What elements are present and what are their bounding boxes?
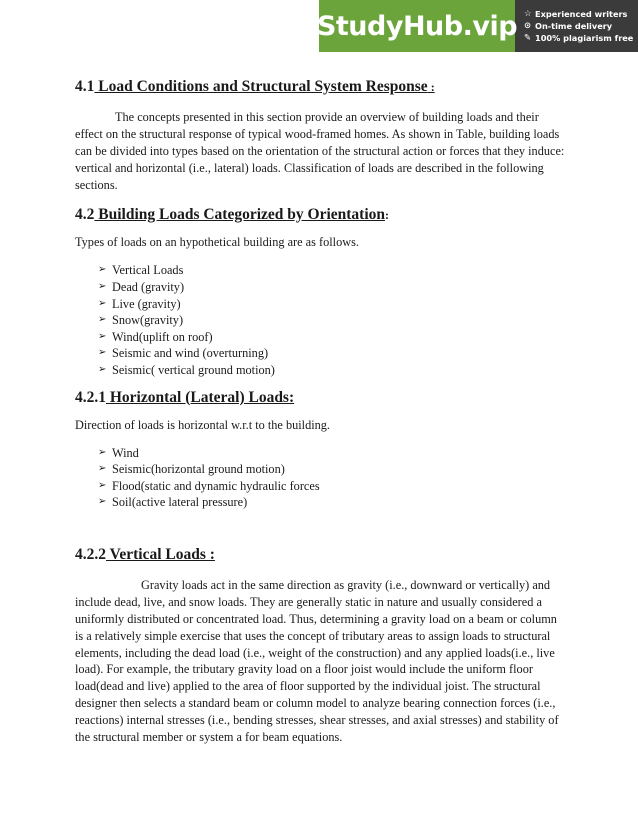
studyhub-banner[interactable]	[316, 0, 638, 52]
arrow-bullet-icon: ➢	[98, 463, 107, 475]
star-icon: ☆	[524, 9, 532, 19]
arrow-bullet-icon: ➢	[98, 364, 107, 375]
arrow-bullet-icon: ➢	[98, 446, 107, 458]
heading-number: 4.1	[75, 78, 95, 95]
list-item: ➢ Seismic( vertical ground motion)	[98, 363, 275, 377]
perk-plagiarism-free	[524, 33, 638, 43]
list-item: ➢ Wind(uplift on roof)	[98, 329, 213, 344]
arrow-bullet-icon: ➢	[98, 281, 107, 293]
studyhub-logo[interactable]: StudyHub.vip	[319, 0, 515, 52]
paragraph-4-2-2: Gravity loads act in the same direction as gravity (i.e., downward or vertically) and include dead, live, and snow loads. They are generally static in nature and usually considered a uniformly distributed or concentrated load. Thus, determining a gravity load on a beam or column is a relatively simple exercise that uses the concept of tributary areas to assign loads to structural elements, including the dead load (i.e., weight of the construction) and any applied loads(i.e., live load). For example, the tributary gravity load on a floor joist would include the uniform floor load(dead and live) applied to the area of floor supported by the individual joist. The structural designer then selects a standard beam or column model to analyze bearing connection forces (i.e., reactions) internal stresses (i.e., bending stresses, shear stresses, and axial stresses) and stability of the structural member or system a for beam equations.	[75, 577, 559, 745]
heading-4-2-1	[75, 388, 567, 408]
heading-colon: :	[427, 80, 435, 94]
heading-4-2	[75, 205, 567, 225]
list-item: ➢ Vertical Loads	[98, 263, 184, 278]
arrow-bullet-icon: ➢	[98, 347, 107, 359]
list-item: ➢ Soil(active lateral pressure)	[98, 495, 248, 510]
heading-number: 4.2.1	[75, 388, 106, 406]
heading-title: Vertical Loads :	[106, 545, 215, 563]
arrow-bullet-icon: ➢	[98, 297, 107, 309]
heading-title: Building Loads Categorized by Orientation	[94, 205, 386, 223]
perks-list	[515, 0, 638, 52]
paragraph-4-1: The concepts presented in this section provide an overview of building loads and their effect on the structural response of typical wood-framed homes. As shown in Table, building loads can be divided into types based on the orientation of the structural action or forces that they induce: vertical and horizontal (i.e., lateral) loads. Classification of loads are described in the following sections.	[75, 110, 565, 192]
list-item: ➢ Live (gravity)	[98, 296, 181, 311]
perk-on-time-delivery	[524, 21, 638, 31]
list-item: ➢ Seismic(horizontal ground motion)	[98, 462, 285, 477]
perk-label: On-time delivery	[535, 21, 613, 31]
list-item: ➢ Flood(static and dynamic hydraulic forces	[98, 478, 320, 493]
heading-number: 4.2.2	[75, 545, 106, 563]
heading-4-1	[75, 77, 567, 97]
arrow-bullet-icon: ➢	[98, 264, 107, 276]
perk-experienced-writers	[524, 9, 638, 19]
perk-label: 100% plagiarism free	[535, 33, 634, 43]
list-item: ➢ Seismic and wind (overturning)	[98, 346, 269, 361]
heading-colon: :	[385, 207, 390, 222]
arrow-bullet-icon: ➢	[98, 314, 107, 326]
paragraph-4-2-1-intro: Direction of loads is horizontal w.r.t to the building.	[75, 417, 331, 432]
heading-title: Load Conditions and Structural System Response	[94, 78, 428, 95]
clock-icon: ⊙	[524, 21, 532, 31]
pen-icon: ✎	[524, 33, 532, 43]
orientation-load-list	[75, 262, 567, 378]
lateral-load-list	[75, 445, 567, 511]
arrow-bullet-icon: ➢	[98, 330, 107, 342]
list-item: ➢ Snow(gravity)	[98, 313, 184, 328]
heading-4-2-2	[75, 545, 567, 565]
list-item: ➢ Wind	[98, 445, 139, 460]
perk-label: Experienced writers	[535, 9, 628, 19]
heading-title: Horizontal (Lateral) Loads:	[106, 388, 295, 406]
list-item: ➢ Dead (gravity)	[98, 280, 185, 295]
paragraph-4-2-intro: Types of loads on an hypothetical building are as follows.	[75, 234, 359, 249]
document-body	[75, 72, 567, 746]
arrow-bullet-icon: ➢	[98, 496, 107, 508]
arrow-bullet-icon: ➢	[98, 479, 107, 491]
heading-number: 4.2	[75, 205, 95, 223]
